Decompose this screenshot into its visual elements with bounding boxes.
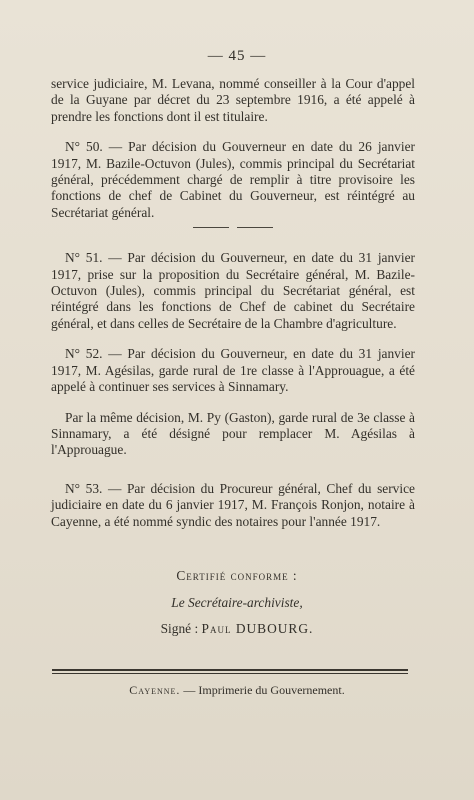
page-number: — 45 — (207, 48, 267, 64)
imprint-text: — Imprimerie du Gouvernement. (180, 683, 345, 697)
paragraph-decision-51: N° 51. — Par décision du Gouverneur, en date du 31 janvier 1917, prise sur la proposition du Secrétaire général, M. Bazile-Octuvon (Jules), commis principal du Secrétariat général, est réintégré dans les fonctions de Chef de cabinet du Secrétaire général, et dans celles de Secrétaire de la Chambre d'agriculture. (51, 250, 415, 331)
footer-rule-thin (52, 673, 408, 674)
signatory-name: Paul DUBOURG. (201, 621, 314, 636)
paragraph-decision-52: N° 52. — Par décision du Gouverneur, en date du 31 janvier 1917, M. Agésilas, garde rural de 1re classe à l'Approuague, a été appelé à continuer ses services à Sinnamary. (51, 346, 415, 395)
printer-imprint (0, 683, 474, 698)
certification-title: Certifié conforme : (176, 568, 298, 583)
certification-role: Le Secrétaire-archiviste, (171, 595, 303, 610)
paragraph-continuation: service judiciaire, M. Levana, nommé conseiller à la Cour d'appel de la Guyane par décret du 23 septembre 1916, a été appelé à prendre les fonctions dont il est titulaire. (51, 76, 415, 124)
paragraph-decision-52-continued: Par la même décision, M. Py (Gaston), garde rural de 3e classe à Sinnamary, a été désigné pour remplacer M. Agésilas à l'Approuague. (51, 409, 415, 458)
imprint-city: Cayenne. (129, 683, 181, 697)
signature-label: Signé : (160, 621, 199, 636)
paragraph-decision-53: N° 53. — Par décision du Procureur général, Chef du service judiciaire en date du 6 janvier 1917, M. François Ronjon, notaire à Cayenne, a été nommé syndic des notaires pour l'année 1917. (51, 480, 415, 529)
paragraph-decision-50: N° 50. — Par décision du Gouverneur en date du 26 janvier 1917, M. Bazile-Octuvon (Jules), commis principal du Secrétariat général, précédemment chargé de remplir à titre provisoire les fonctions de chef de Cabinet du Gouverneur, est réintégré au Secrétariat général. (51, 139, 415, 220)
body-text (51, 76, 415, 530)
footer-rule (52, 669, 408, 671)
certification-signature (0, 621, 474, 637)
section-separator (51, 227, 415, 228)
